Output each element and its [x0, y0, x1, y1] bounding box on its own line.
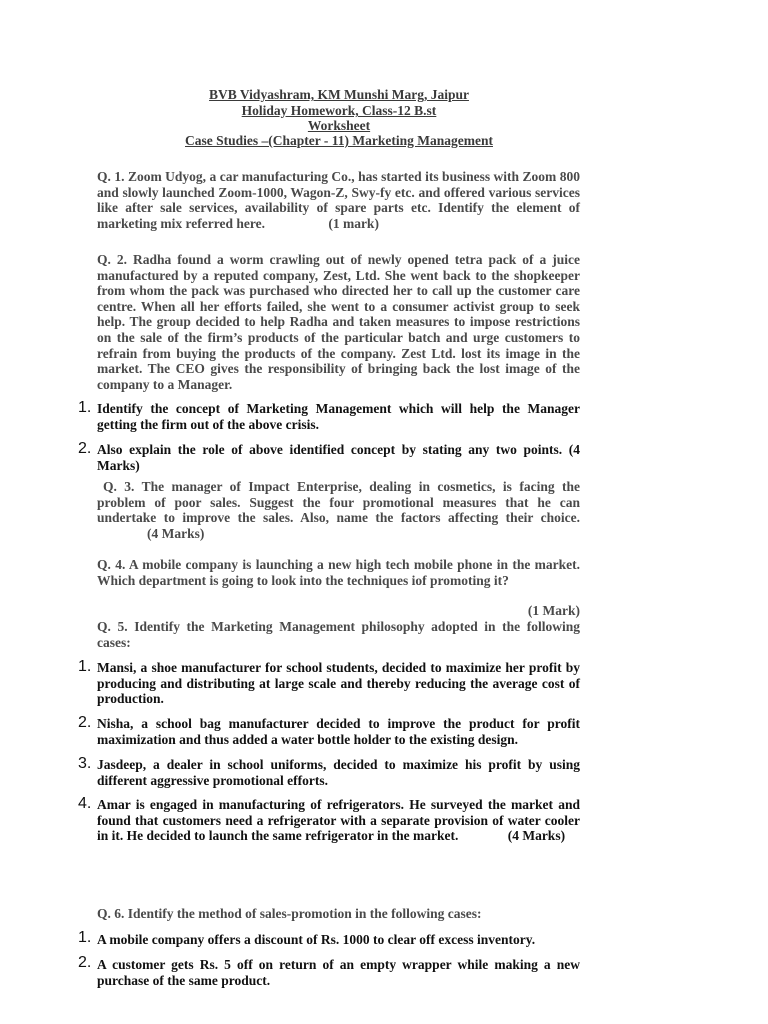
question-4: Q. 4. A mobile company is launching a new high tech mobile phone in the market. Which department is going to look into the techniques iof promoting it? — [97, 557, 580, 588]
q5-item-2-number: 2. — [78, 714, 92, 731]
q5-item-4 — [97, 797, 580, 844]
question-6: Q. 6. Identify the method of sales-promotion in the following cases: — [97, 906, 482, 921]
q5-item-3: Jasdeep, a dealer in school uniforms, decided to maximize his profit by using different aggressive promotional efforts. — [97, 757, 580, 788]
q2-item-1: Identify the concept of Marketing Management which will help the Manager getting the firm out of the above crisis. — [97, 401, 580, 432]
q6-item-1-number: 1. — [78, 929, 92, 946]
question-5: Q. 5. Identify the Marketing Management philosophy adopted in the following cases: — [97, 619, 580, 650]
q2-item-2-number: 2. — [78, 440, 92, 457]
question-3 — [97, 479, 580, 541]
q6-item-1: A mobile company offers a discount of Rs. 1000 to clear off excess inventory. — [97, 932, 536, 947]
question-4-marks: (1 Mark) — [527, 603, 580, 618]
question-3-text: Q. 3. The manager of Impact Enterprise, dealing in cosmetics, is facing the problem of poor sales. Suggest the four promotional measures that he can undertake to improve the sales. Also, name the factors affecting their choice. — [97, 479, 580, 526]
question-1 — [97, 169, 580, 231]
question-1-marks: (1 mark) — [328, 215, 379, 231]
q6-item-2: A customer gets Rs. 5 off on return of an empty wrapper while making a new purchase of the same product. — [97, 957, 580, 988]
q2-item-2: Also explain the role of above identified concept by stating any two points. (4 Marks) — [97, 442, 580, 473]
question-3-marks: (4 Marks) — [147, 525, 205, 541]
worksheet-title: Worksheet — [307, 118, 371, 133]
q5-item-2: Nisha, a school bag manufacturer decided to improve the product for profit maximization and thus added a water bottle holder to the existing design. — [97, 716, 580, 747]
q5-item-4-number: 4. — [78, 795, 92, 812]
question-1-text: Q. 1. Zoom Udyog, a car manufacturing Co., has started its business with Zoom 800 and slowly launched Zoom-1000, Wagon-Z, Swy-fy etc. and offered various services like after sale services, availability of spare parts etc. Identify the element of marketing mix referred here. — [97, 169, 580, 231]
question-2 — [97, 252, 580, 392]
q5-item-3-number: 3. — [78, 755, 92, 772]
q5-item-4-marks: (4 Marks) — [507, 828, 566, 844]
school-name: BVB Vidyashram, KM Munshi Marg, Jaipur — [209, 87, 469, 102]
q5-item-1: Mansi, a shoe manufacturer for school students, decided to maximize her profit by producing and distributing at large scale and thereby reducing the average cost of production. — [97, 660, 580, 707]
q5-item-4-text: Amar is engaged in manufacturing of refrigerators. He surveyed the market and found that customers need a refrigerator with a separate provision of water cooler in it. He decided to launch the same refrigerator in the market. — [97, 797, 580, 844]
q2-item-1-number: 1. — [78, 399, 92, 416]
homework-title: Holiday Homework, Class-12 B.st — [241, 103, 437, 118]
q6-item-2-number: 2. — [78, 954, 92, 971]
question-2-text: Q. 2. Radha found a worm crawling out of newly opened tetra pack of a juice manufactured by a reputed company, Zest, Ltd. She went back to the shopkeeper from whom the pack was purchased who directed her to call up the customer care centre. When all her efforts failed, she went to a consumer activist group to seek help. The group decided to help Radha and taken measures to impose restrictions on the sale of the firm’s products of the particular batch and urge customers to refrain from buying the products of the company. Zest Ltd. lost its image in the market. The CEO gives the responsibility of bringing back the lost image of the company to a Manager. — [97, 252, 580, 392]
q5-item-1-number: 1. — [78, 658, 92, 675]
chapter-topic: Case Studies –(Chapter - 11) Marketing Management — [185, 133, 493, 148]
